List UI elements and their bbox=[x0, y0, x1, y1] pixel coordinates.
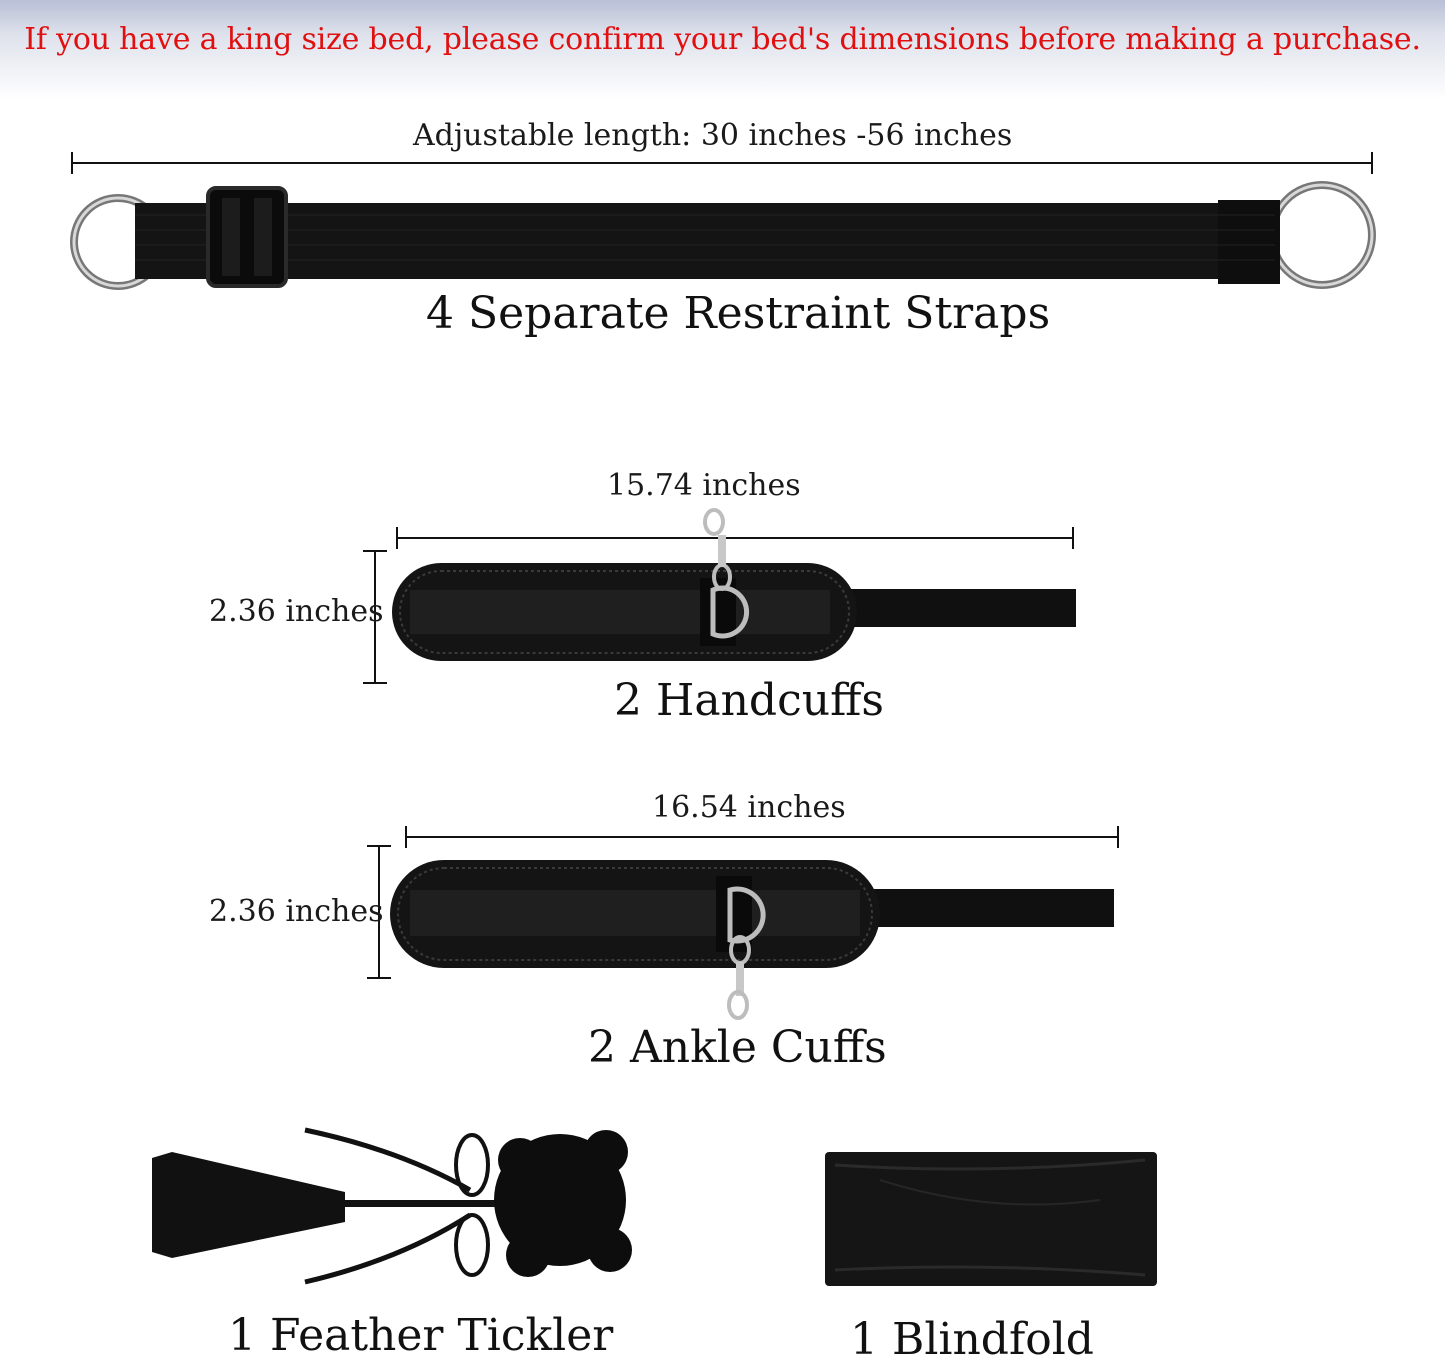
strap-length-label: Adjustable length: 30 inches -56 inches bbox=[413, 118, 1013, 153]
strap-dimension-line bbox=[72, 152, 1372, 174]
feather-tickler-image bbox=[152, 1130, 632, 1282]
handcuffs-title: 2 Handcuffs bbox=[614, 675, 884, 726]
handcuff-width-label: 15.74 inches bbox=[607, 468, 801, 503]
blindfold-image bbox=[825, 1152, 1157, 1286]
feather-tickler-title: 1 Feather Tickler bbox=[228, 1310, 614, 1361]
handcuff-image bbox=[392, 510, 1076, 661]
bed-size-notice: If you have a king size bed, please confirm your bed's dimensions before making a purchase. bbox=[24, 22, 1421, 57]
ankle-cuffs-title: 2 Ankle Cuffs bbox=[588, 1022, 887, 1073]
strap-title: 4 Separate Restraint Straps bbox=[426, 288, 1051, 339]
ankle-cuff-height-label: 2.36 inches bbox=[209, 894, 384, 929]
blindfold-title: 1 Blindfold bbox=[850, 1314, 1094, 1365]
handcuff-height-label: 2.36 inches bbox=[209, 594, 384, 629]
ankle-cuff-width-label: 16.54 inches bbox=[652, 790, 846, 825]
ankle-cuff-image bbox=[390, 860, 1114, 1018]
handcuff-width-line bbox=[397, 527, 1073, 549]
restraint-strap-image bbox=[74, 185, 1372, 286]
ankle-cuff-width-line bbox=[406, 826, 1118, 848]
